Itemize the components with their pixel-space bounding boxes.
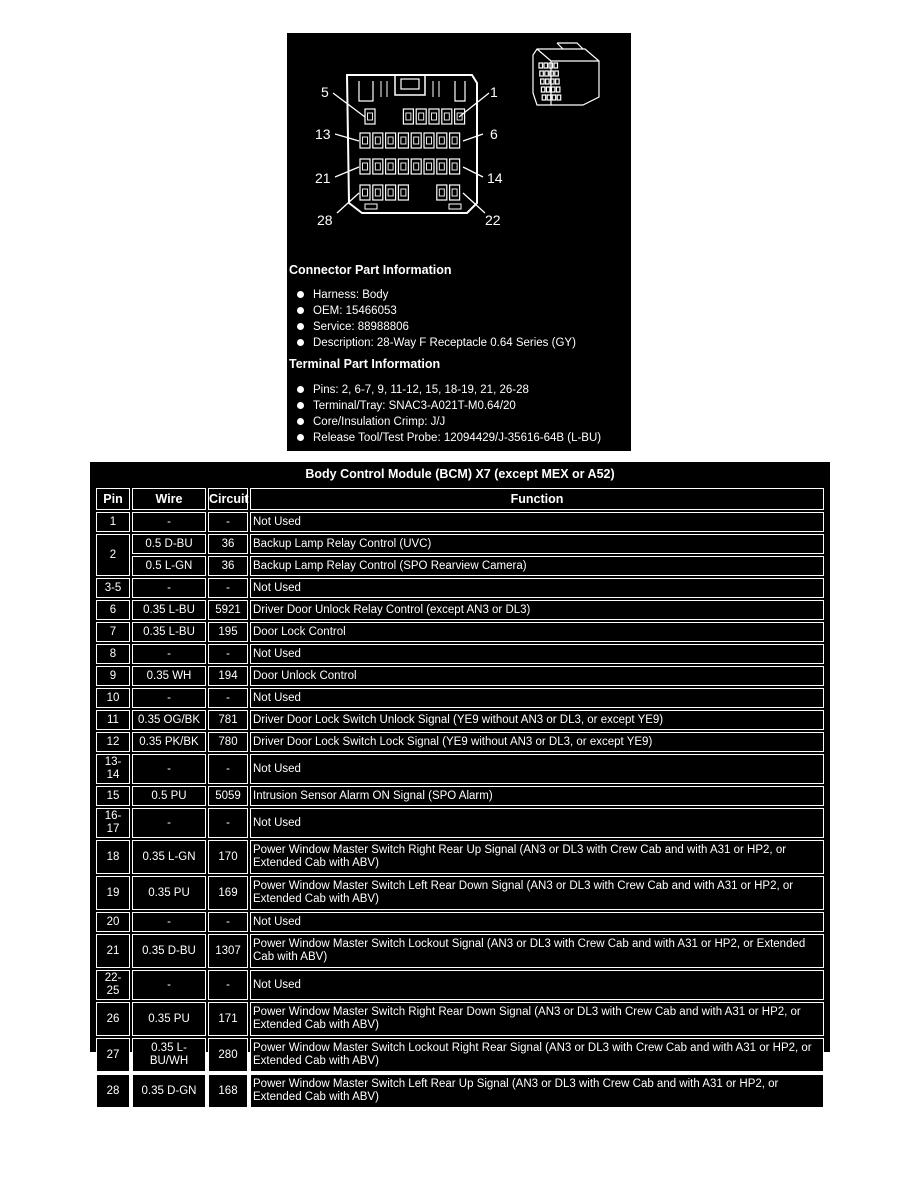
iso-cavity	[540, 71, 544, 76]
cell-pin: 2	[96, 534, 130, 576]
cell-wire: 0.35 PU	[132, 1002, 206, 1036]
table-row	[96, 512, 824, 532]
cavity-inner	[375, 163, 380, 170]
pin-cavity	[398, 159, 408, 174]
cell-function: Power Window Master Switch Right Rear Down Signal (AN3 or DL3 with Crew Cab and with A31 or HP2, or Extended Cab with ABV)	[250, 1002, 824, 1036]
table-row	[96, 1002, 824, 1036]
iso-cavity	[545, 71, 549, 76]
cell-wire: -	[132, 688, 206, 708]
cell-pin: 21	[96, 934, 130, 968]
table-row	[96, 934, 824, 968]
cell-circuit: 5059	[208, 786, 248, 806]
cell-function: Not Used	[250, 512, 824, 532]
bullet-icon	[297, 323, 304, 330]
cavity-inner	[406, 113, 411, 120]
cell-function: Driver Door Lock Switch Lock Signal (YE9 without AN3 or DL3, or except YE9)	[250, 732, 824, 752]
cavity-inner	[427, 163, 432, 170]
table-row	[96, 1038, 824, 1072]
cell-function: Backup Lamp Relay Control (SPO Rearview Camera)	[250, 556, 824, 576]
cell-wire: 0.35 L-GN	[132, 840, 206, 874]
cell-function: Power Window Master Switch Right Rear Up Signal (AN3 or DL3 with Crew Cab and with A31 or HP2, or Extended Cab with ABV)	[250, 840, 824, 874]
bullet-icon	[297, 339, 304, 346]
pin-cavity	[437, 133, 447, 148]
iso-cavity	[546, 87, 550, 92]
info-item-text: Terminal/Tray: SNAC3-A021T-M0.64/20	[313, 400, 516, 412]
cell-circuit: 36	[208, 534, 248, 554]
iso-cavity	[551, 87, 555, 92]
table-row	[96, 876, 824, 910]
table-row	[96, 688, 824, 708]
cell-wire: -	[132, 808, 206, 838]
iso-cavity	[541, 79, 545, 84]
pin-cavity	[360, 133, 370, 148]
cell-circuit: 171	[208, 1002, 248, 1036]
pin-cavity	[429, 109, 439, 124]
cavity-inner	[452, 163, 457, 170]
pin-cavity	[398, 133, 408, 148]
cell-pin: 3-5	[96, 578, 130, 598]
iso-cavity	[542, 95, 546, 100]
left-key	[359, 81, 373, 101]
cell-circuit: 169	[208, 876, 248, 910]
cell-function: Not Used	[250, 970, 824, 1000]
cell-wire: -	[132, 578, 206, 598]
info-list-item	[295, 287, 576, 303]
cavity-inner	[388, 163, 393, 170]
connector-part-info-list	[295, 287, 576, 351]
pin-cavity	[373, 133, 383, 148]
cell-function: Not Used	[250, 912, 824, 932]
cell-function: Power Window Master Switch Lockout Signal (AN3 or DL3 with Crew Cab and with A31 or HP2, or Extended Cab with ABV)	[250, 934, 824, 968]
bullet-icon	[297, 402, 304, 409]
cell-wire: 0.35 L-BU/WH	[132, 1038, 206, 1072]
cavity-inner	[419, 113, 424, 120]
table-row	[96, 556, 824, 576]
cell-circuit: -	[208, 912, 248, 932]
info-list-item	[295, 335, 576, 351]
info-item-text: Pins: 2, 6-7, 9, 11-12, 15, 18-19, 21, 26-28	[313, 384, 529, 396]
table-row	[96, 710, 824, 730]
pin-cavities	[360, 109, 465, 200]
cell-function: Not Used	[250, 754, 824, 784]
pin-cavity	[398, 185, 408, 200]
connector-face-diagram	[287, 33, 631, 273]
cell-function: Not Used	[250, 808, 824, 838]
info-item-text: OEM: 15466053	[313, 305, 397, 317]
callout-leaders	[333, 93, 489, 213]
cell-wire: 0.35 PU	[132, 876, 206, 910]
cell-pin: 6	[96, 600, 130, 620]
table-header-row	[96, 488, 824, 510]
cavity-inner	[414, 137, 419, 144]
cell-pin: 28	[96, 1074, 130, 1108]
info-item-text: Release Tool/Test Probe: 12094429/J-35616-64B (L-BU)	[313, 432, 602, 444]
cell-circuit: 168	[208, 1074, 248, 1108]
table-row	[96, 912, 824, 932]
table-row	[96, 732, 824, 752]
bullet-icon	[297, 307, 304, 314]
pin-cavity	[373, 185, 383, 200]
pin-cavity	[442, 109, 452, 124]
info-list-item	[295, 430, 601, 446]
cell-pin: 10	[96, 688, 130, 708]
cell-wire: 0.35 L-BU	[132, 622, 206, 642]
cell-function: Driver Door Unlock Relay Control (except AN3 or DL3)	[250, 600, 824, 620]
cell-pin: 8	[96, 644, 130, 664]
cell-function: Power Window Master Switch Left Rear Down Signal (AN3 or DL3 with Crew Cab and with A31 or HP2, or Extended Cab with ABV)	[250, 876, 824, 910]
cavity-inner	[432, 113, 437, 120]
key-slot-1	[381, 81, 387, 97]
cell-circuit: 781	[208, 710, 248, 730]
iso-cavity	[544, 63, 548, 68]
cavity-inner	[363, 189, 368, 196]
latch-window	[401, 79, 419, 89]
key-slot-2	[433, 81, 439, 97]
pin-cavity	[360, 159, 370, 174]
cell-wire: 0.35 PK/BK	[132, 732, 206, 752]
pin-cavity	[403, 109, 413, 124]
pin-cavity	[411, 159, 421, 174]
cell-wire: 0.35 D-GN	[132, 1074, 206, 1108]
connector-info-panel	[287, 33, 631, 451]
table-title: Body Control Module (BCM) X7 (except MEX or A52)	[305, 467, 615, 481]
cell-wire: -	[132, 754, 206, 784]
pin-cavity	[450, 185, 460, 200]
pin-callout-1: 1	[490, 84, 498, 100]
cell-function: Door Lock Control	[250, 622, 824, 642]
cavity-inner	[439, 163, 444, 170]
connector-isometric-sketch	[533, 43, 599, 105]
cell-pin: 19	[96, 876, 130, 910]
header-pin: Pin	[96, 488, 130, 510]
table-row	[96, 1074, 824, 1108]
table-row	[96, 600, 824, 620]
pinout-table	[94, 486, 826, 1110]
cavity-inner	[439, 189, 444, 196]
iso-cavity	[551, 79, 555, 84]
bottom-tab-left	[365, 204, 377, 209]
connector-latch	[395, 75, 425, 95]
iso-cavity	[547, 95, 551, 100]
pin-callout-21: 21	[315, 170, 331, 186]
info-list-item	[295, 382, 601, 398]
cell-pin: 26	[96, 1002, 130, 1036]
cell-function: Door Unlock Control	[250, 666, 824, 686]
cavity-inner	[375, 189, 380, 196]
cell-wire: 0.35 OG/BK	[132, 710, 206, 730]
iso-cavity	[546, 79, 550, 84]
cell-function: Driver Door Lock Switch Unlock Signal (YE9 without AN3 or DL3, or except YE9)	[250, 710, 824, 730]
cell-circuit: 780	[208, 732, 248, 752]
cell-circuit: 170	[208, 840, 248, 874]
table-row	[96, 666, 824, 686]
cell-circuit: 5921	[208, 600, 248, 620]
cell-circuit: -	[208, 644, 248, 664]
cell-circuit: -	[208, 754, 248, 784]
cavity-inner	[375, 137, 380, 144]
cell-pin: 20	[96, 912, 130, 932]
cavity-inner	[363, 137, 368, 144]
iso-cavity	[556, 87, 560, 92]
pin-callout-28: 28	[317, 212, 333, 228]
header-wire: Wire	[132, 488, 206, 510]
info-list-item	[295, 398, 601, 414]
pin-cavity	[373, 159, 383, 174]
cell-wire: 0.35 L-BU	[132, 600, 206, 620]
pin-cavity	[386, 133, 396, 148]
cell-circuit: -	[208, 970, 248, 1000]
cell-pin: 11	[96, 710, 130, 730]
pin-cavity	[437, 185, 447, 200]
pin-callout-22: 22	[485, 212, 501, 228]
cavity-inner	[368, 113, 373, 120]
table-row	[96, 808, 824, 838]
cell-pin: 22-25	[96, 970, 130, 1000]
cell-wire: 0.5 D-BU	[132, 534, 206, 554]
cell-function: Not Used	[250, 578, 824, 598]
cavity-inner	[452, 137, 457, 144]
info-item-text: Core/Insulation Crimp: J/J	[313, 416, 446, 428]
pin-cavity	[411, 133, 421, 148]
cavity-inner	[363, 163, 368, 170]
cell-pin: 18	[96, 840, 130, 874]
pin-cavity	[386, 185, 396, 200]
pin-callout-13: 13	[315, 126, 331, 142]
info-list-item	[295, 303, 576, 319]
cell-pin: 1	[96, 512, 130, 532]
table-row	[96, 754, 824, 784]
bullet-icon	[297, 418, 304, 425]
cell-circuit: 194	[208, 666, 248, 686]
cell-function: Intrusion Sensor Alarm ON Signal (SPO Alarm)	[250, 786, 824, 806]
pin-cavity	[437, 159, 447, 174]
bullet-icon	[297, 291, 304, 298]
info-list-item	[295, 319, 576, 335]
cell-pin: 9	[96, 666, 130, 686]
iso-cavity	[556, 79, 560, 84]
cell-function: Not Used	[250, 688, 824, 708]
terminal-part-info-title: Terminal Part Information	[289, 357, 441, 371]
table-row	[96, 840, 824, 874]
cell-pin: 16-17	[96, 808, 130, 838]
cell-wire: 0.5 L-GN	[132, 556, 206, 576]
cell-function: Power Window Master Switch Lockout Right Rear Signal (AN3 or DL3 with Crew Cab and with A31 or HP2, or Extended Cab with ABV)	[250, 1038, 824, 1072]
cavity-inner	[439, 137, 444, 144]
cell-circuit: -	[208, 512, 248, 532]
pin-callout-14: 14	[487, 170, 503, 186]
pin-cavity	[386, 159, 396, 174]
iso-cavity	[541, 87, 545, 92]
cell-pin: 15	[96, 786, 130, 806]
table-row	[96, 786, 824, 806]
iso-cavity	[554, 63, 558, 68]
cell-circuit: 195	[208, 622, 248, 642]
cell-function: Power Window Master Switch Left Rear Up Signal (AN3 or DL3 with Crew Cab and with A31 or HP2, or Extended Cab with ABV)	[250, 1074, 824, 1108]
bottom-tab-right	[449, 204, 461, 209]
cell-circuit: -	[208, 688, 248, 708]
cell-circuit: -	[208, 578, 248, 598]
cavity-inner	[414, 163, 419, 170]
bullet-icon	[297, 434, 304, 441]
pin-callout-6: 6	[490, 126, 498, 142]
cavity-inner	[444, 113, 449, 120]
iso-cavity	[552, 95, 556, 100]
pin-callout-5: 5	[321, 84, 329, 100]
pinout-table-container	[90, 462, 830, 1103]
cell-wire: 0.35 WH	[132, 666, 206, 686]
cavity-inner	[401, 189, 406, 196]
info-list-item	[295, 414, 601, 430]
cell-pin: 12	[96, 732, 130, 752]
cell-wire: 0.35 D-BU	[132, 934, 206, 968]
table-row	[96, 578, 824, 598]
pin-cavity	[450, 133, 460, 148]
cell-pin: 13-14	[96, 754, 130, 784]
table-row	[96, 534, 824, 554]
pin-cavity	[416, 109, 426, 124]
header-circuit: Circuit	[208, 488, 248, 510]
cavity-inner	[401, 163, 406, 170]
terminal-part-info-list	[295, 382, 601, 446]
info-item-text: Service: 88988806	[313, 321, 409, 333]
connector-part-info-title: Connector Part Information	[289, 263, 452, 277]
cell-pin: 27	[96, 1038, 130, 1072]
pin-cavity	[360, 185, 370, 200]
cavity-inner	[401, 137, 406, 144]
cell-wire: -	[132, 970, 206, 1000]
cell-wire: 0.5 PU	[132, 786, 206, 806]
pin-cavity	[424, 159, 434, 174]
cell-wire: -	[132, 644, 206, 664]
pin-cavity	[450, 159, 460, 174]
right-key	[455, 81, 465, 101]
cell-wire: -	[132, 512, 206, 532]
cell-pin: 7	[96, 622, 130, 642]
header-function: Function	[250, 488, 824, 510]
cell-function: Not Used	[250, 644, 824, 664]
table-row	[96, 622, 824, 642]
cavity-inner	[388, 137, 393, 144]
table-row	[96, 970, 824, 1000]
cell-circuit: 36	[208, 556, 248, 576]
cavity-inner	[388, 189, 393, 196]
cavity-inner	[452, 189, 457, 196]
info-item-text: Harness: Body	[313, 289, 389, 301]
info-item-text: Description: 28-Way F Receptacle 0.64 Series (GY)	[313, 337, 576, 349]
pin-cavity	[424, 133, 434, 148]
cell-circuit: 1307	[208, 934, 248, 968]
cell-circuit: -	[208, 808, 248, 838]
cell-wire: -	[132, 912, 206, 932]
iso-cavity	[539, 63, 543, 68]
iso-cavity	[555, 71, 559, 76]
cell-circuit: 280	[208, 1038, 248, 1072]
cell-function: Backup Lamp Relay Control (UVC)	[250, 534, 824, 554]
table-row	[96, 644, 824, 664]
iso-cavity	[557, 95, 561, 100]
bullet-icon	[297, 386, 304, 393]
cavity-inner	[427, 137, 432, 144]
pin-cavity	[365, 109, 375, 124]
